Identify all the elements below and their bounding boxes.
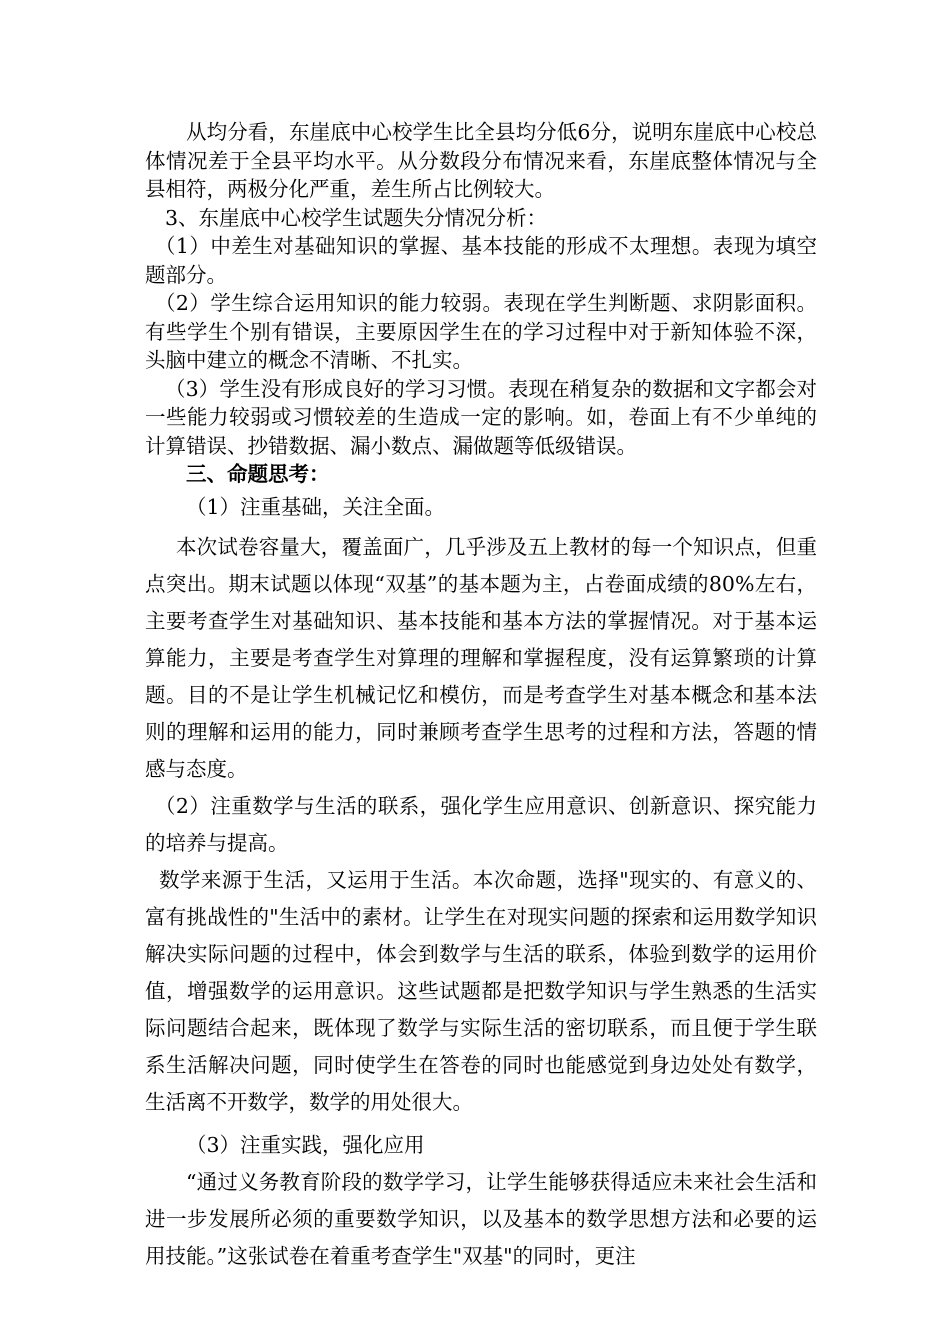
section-heading-exam-thoughts: 三、命题思考： bbox=[186, 462, 330, 486]
paragraph-average-score: 从均分看，东崖底中心校学生比全县均分低6分，说明东崖底中心校总体情况差于全县平均水平。从分数段分布情况来看，东崖底整体情况与全县相符，两极分化严重，差生所占比例较大。 bbox=[145, 120, 817, 201]
thoughts-section bbox=[145, 529, 817, 1275]
subheading-practice: （3）注重实践，强化应用 bbox=[186, 1133, 425, 1157]
paragraph-practice: “通过义务教育阶段的数学学习，让学生能够获得适应未来社会生活和进一步发展所必须的重要数学知识，以及基本的数学思想方法和必要的运用技能。”这张试卷在着重考查学生"双基"的同时，更注 bbox=[145, 1170, 817, 1268]
paragraph-point-3: （3）学生没有形成良好的学习习惯。表现在稍复杂的数据和文字都会对一些能力较弱或习惯较差的生造成一定的影响。如，卷面上有不少单纯的计算错误、抄错数据、漏小数点、漏做题等低级错误。 bbox=[145, 376, 817, 458]
subheading-life-connection: （2）注重数学与生活的联系，强化学生应用意识、创新意识、探究能力的培养与提高。 bbox=[145, 794, 817, 855]
paragraph-point-1: （1）中差生对基础知识的掌握、基本技能的形成不太理想。表现为填空题部分。 bbox=[145, 234, 817, 287]
paragraph-life-connection: 数学来源于生活，又运用于生活。本次命题，选择"现实的、有意义的、富有挑战性的"生活中的素材。让学生在对现实问题的探索和运用数学知识解决实际问题的过程中，体会到数学与生活的联系，体验到数学的运用价值，增强数学的运用意识。这些试题都是把数学知识与学生熟悉的生活实际问题结合起来，既体现了数学与实际生活的密切联系，而且便于学生联系生活解决问题，同时使学生在答卷的同时也能感觉到身边处处有数学，生活离不开数学，数学的用处很大。 bbox=[145, 868, 817, 1114]
document-body bbox=[145, 118, 817, 1275]
analysis-section bbox=[145, 118, 817, 521]
section-heading-loss-analysis: 3、东崖底中心校学生试题失分情况分析： bbox=[165, 205, 548, 230]
paragraph-point-2: （2）学生综合运用知识的能力较弱。表现在学生判断题、求阴影面积。有些学生个别有错误，主要原因学生在的学习过程中对于新知体验不深，头脑中建立的概念不清晰、不扎实。 bbox=[145, 291, 817, 372]
subheading-basics: （1）注重基础，关注全面。 bbox=[186, 494, 446, 519]
paragraph-basics: 本次试卷容量大，覆盖面广，几乎涉及五上教材的每一个知识点，但重点突出。期末试题以体现“双基”的基本题为主，占卷面成绩的80%左右，主要考查学生对基础知识、基本技能和基本方法的掌握情况。对于基本运算能力，主要是考查学生对算理的理解和掌握程度，没有运算繁琐的计算题。目的不是让学生机械记忆和模仿，而是考查学生对基本概念和基本法则的理解和运用的能力，同时兼顾考查学生思考的过程和方法，答题的情感与态度。 bbox=[145, 535, 817, 781]
